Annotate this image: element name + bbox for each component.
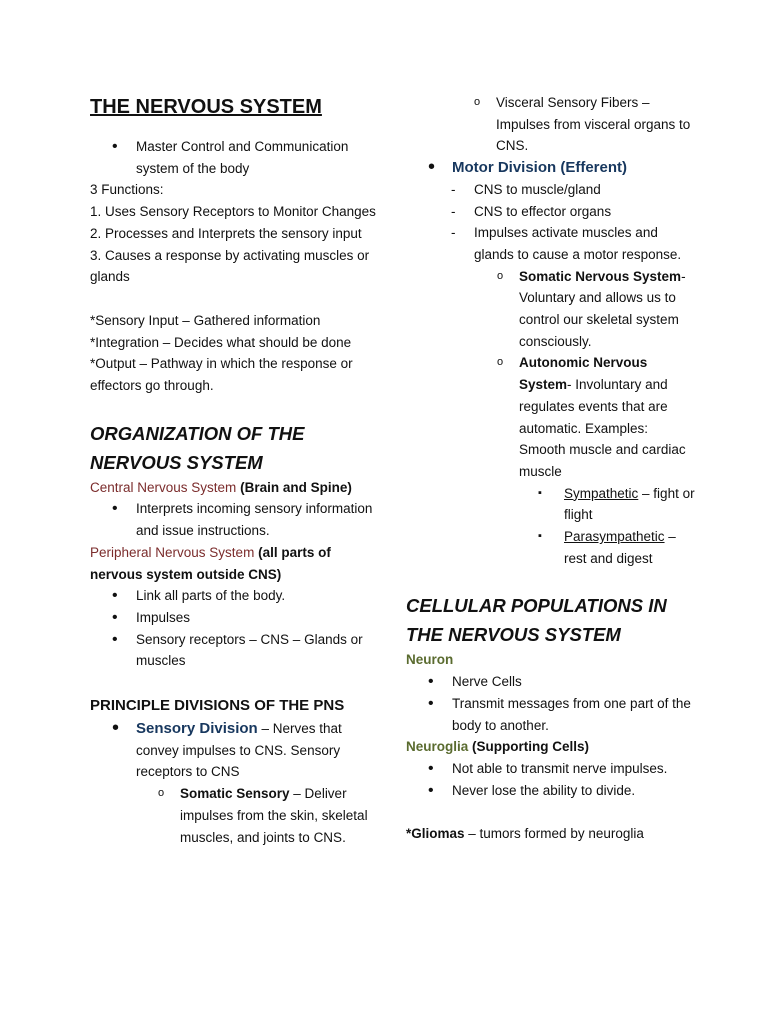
list-item: o Visceral Sensory Fibers – Impulses from visceral organs to CNS. <box>406 92 696 157</box>
list-item: • Impulses <box>90 607 380 629</box>
visceral-list <box>406 92 696 569</box>
list-item: • Sensory receptors – CNS – Glands or muscles <box>90 629 380 672</box>
list-item: - Impulses activate muscles and glands to cause a motor response. <box>406 222 696 265</box>
autonomic-desc: - Involuntary and regulates events that are automatic. Examples: Smooth muscle and cardiac muscle <box>519 377 686 479</box>
list-item <box>406 266 696 353</box>
list-item: • Interprets incoming sensory information and issue instructions. <box>90 498 380 541</box>
list-item <box>406 483 696 526</box>
sensory-division-desc: – Nerves that convey impulses to CNS. Sensory receptors to CNS <box>136 721 342 780</box>
neuroglia-list <box>406 758 696 801</box>
sensory-input-note: *Sensory Input – Gathered information <box>90 312 321 328</box>
left-column <box>90 92 380 848</box>
cns-list <box>90 498 380 541</box>
list-item <box>406 157 696 179</box>
section-heading-divisions: PRINCIPLE DIVISIONS OF THE PNS <box>90 697 345 715</box>
somatic-ns-label: Somatic Nervous System <box>519 268 682 284</box>
output-note: *Output – Pathway in which the response or effectors go through. <box>90 356 353 394</box>
pns-line <box>90 542 380 585</box>
parasympathetic-desc: – rest and digest <box>564 529 676 566</box>
neuron-list <box>406 671 696 736</box>
list-item: - CNS to effector organs <box>406 201 696 223</box>
gliomas-label: *Gliomas <box>406 826 465 842</box>
neuron-label: Neuron <box>406 652 454 668</box>
function-1: 1. Uses Sensory Receptors to Monitor Changes <box>90 204 376 220</box>
somatic-ns-desc: - Voluntary and allows us to control our skeletal system consciously. <box>519 268 686 349</box>
list-item: • Never lose the ability to divide. <box>406 780 696 802</box>
pns-paren: (all parts of nervous system outside CNS) <box>90 544 331 582</box>
function-2: 2. Processes and Interprets the sensory input <box>90 225 362 241</box>
neuroglia-line <box>406 736 696 758</box>
function-3: 3. Causes a response by activating muscles or glands <box>90 247 370 285</box>
pns-label: Peripheral Nervous System <box>90 544 255 560</box>
sensory-division-label: Sensory Division <box>136 720 258 738</box>
page-title: THE NERVOUS SYSTEM <box>90 96 322 118</box>
section-heading-cellular: CELLULAR POPULATIONS IN THE NERVOUS SYSTEM <box>406 595 667 646</box>
list-item: • Not able to transmit nerve impulses. <box>406 758 696 780</box>
somatic-sensory-label: Somatic Sensory <box>180 786 290 802</box>
intro-list <box>90 136 380 179</box>
list-item: • Link all parts of the body. <box>90 585 380 607</box>
motor-division-label: Motor Division (Efferent) <box>452 159 627 177</box>
somatic-sensory-desc: – Deliver impulses from the skin, skeletal muscles, and joints to CNS. <box>180 786 368 845</box>
gliomas-desc: – tumors formed by neuroglia <box>464 826 644 842</box>
divisions-list <box>90 718 380 848</box>
list-item <box>90 718 380 783</box>
list-item <box>406 352 696 482</box>
cns-paren: (Brain and Spine) <box>240 479 352 495</box>
list-item: - CNS to muscle/gland <box>406 179 696 201</box>
list-item: • Nerve Cells <box>406 671 696 693</box>
integration-note: *Integration – Decides what should be done <box>90 334 352 350</box>
neuroglia-paren: (Supporting Cells) <box>472 739 590 755</box>
list-item: • Master Control and Communication system of the body <box>90 136 380 179</box>
list-item <box>90 783 380 848</box>
gliomas-line <box>406 823 696 845</box>
right-column <box>406 92 696 845</box>
cns-label: Central Nervous System <box>90 479 237 495</box>
list-item: • Transmit messages from one part of the body to another. <box>406 693 696 736</box>
cns-line <box>90 477 380 499</box>
sympathetic-label: Sympathetic <box>564 485 639 501</box>
parasympathetic-label: Parasympathetic <box>564 529 665 545</box>
list-item <box>406 526 696 569</box>
functions-header: 3 Functions: <box>90 182 164 198</box>
autonomic-label: Autonomic Nervous System <box>519 355 648 393</box>
pns-list <box>90 585 380 672</box>
section-heading-organization: ORGANIZATION OF THE NERVOUS SYSTEM <box>90 422 305 473</box>
neuroglia-label: Neuroglia <box>406 739 469 755</box>
sympathetic-desc: – fight or flight <box>564 485 695 523</box>
